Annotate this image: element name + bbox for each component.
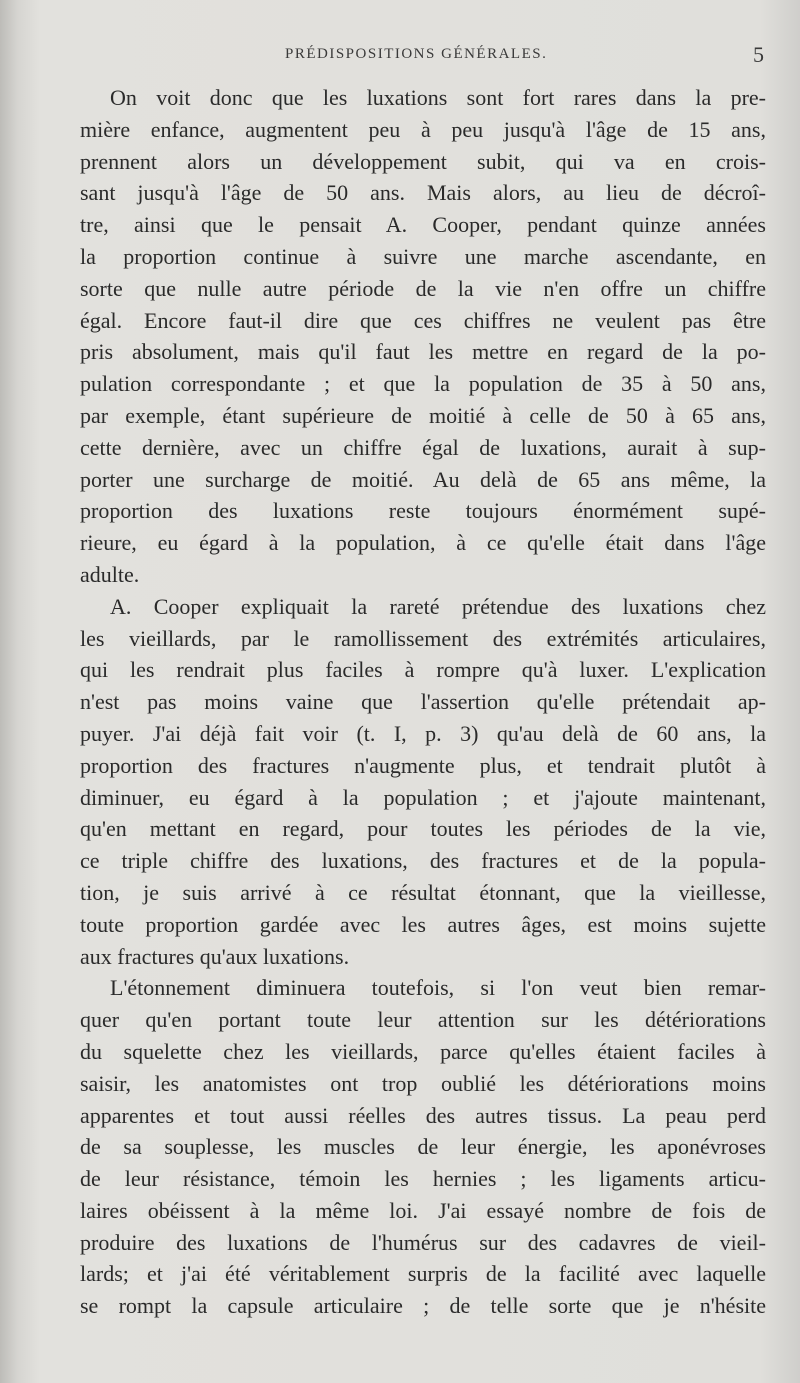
text-line: pulation correspondante ; et que la population de 35 à 50 ans,	[80, 371, 766, 397]
text-line: toute proportion gardée avec les autres âges, est moins sujette	[80, 911, 766, 937]
text-line: puyer. J'ai déjà fait voir (t. I, p. 3) qu'au delà de 60 ans, la	[80, 720, 766, 746]
text-line: proportion des luxations reste toujours énormément supé-	[80, 498, 766, 524]
paragraph-2	[80, 591, 766, 973]
text-line: tion, je suis arrivé à ce résultat étonnant, que la vieillesse,	[80, 879, 766, 905]
text-line: du squelette chez les vieillards, parce qu'elles étaient faciles à	[80, 1038, 766, 1064]
text-line: se rompt la capsule articulaire ; de telle sorte que je n'hésite	[80, 1293, 766, 1319]
text-line: égal. Encore faut-il dire que ces chiffres ne veulent pas être	[80, 307, 766, 333]
text-line: pris absolument, mais qu'il faut les mettre en regard de la po-	[80, 339, 766, 365]
text-line: saisir, les anatomistes ont trop oublié les détériorations moins	[80, 1070, 766, 1096]
text-line: sant jusqu'à l'âge de 50 ans. Mais alors, au lieu de décroî-	[80, 180, 766, 206]
running-title: PRÉDISPOSITIONS GÉNÉRALES.	[285, 46, 548, 62]
text-line: par exemple, étant supérieure de moitié à celle de 50 à 65 ans,	[80, 402, 766, 428]
text-line: prennent alors un développement subit, qui va en crois-	[80, 148, 766, 174]
text-line: tre, ainsi que le pensait A. Cooper, pendant quinze années	[80, 212, 766, 238]
text-line: de sa souplesse, les muscles de leur énergie, les aponévroses	[80, 1134, 766, 1160]
text-line: ce triple chiffre des luxations, des fractures et de la popula-	[80, 848, 766, 874]
text-line: qui les rendrait plus faciles à rompre qu'à luxer. L'explication	[80, 657, 766, 683]
paragraph-1	[80, 82, 766, 591]
text-line: produire des luxations de l'humérus sur des cadavres de vieil-	[80, 1229, 766, 1255]
text-line: aux fractures qu'aux luxations.	[80, 943, 350, 969]
text-line: rieure, eu égard à la population, à ce qu'elle était dans l'âge	[80, 530, 766, 556]
text-line: apparentes et tout aussi réelles des autres tissus. La peau perd	[80, 1102, 766, 1128]
text-line: proportion des fractures n'augmente plus, et tendrait plutôt à	[80, 752, 766, 778]
text-line: adulte.	[80, 561, 140, 587]
page-header	[80, 42, 764, 72]
text-line: laires obéissent à la même loi. J'ai essayé nombre de fois de	[80, 1197, 766, 1223]
text-line: A. Cooper expliquait la rareté prétendue des luxations chez	[110, 593, 766, 619]
text-line: sorte que nulle autre période de la vie n'en offre un chiffre	[80, 275, 766, 301]
text-line: mière enfance, augmentent peu à peu jusqu'à l'âge de 15 ans,	[80, 116, 766, 142]
paragraph-3	[80, 972, 766, 1322]
text-line: les vieillards, par le ramollissement des extrémités articulaires,	[80, 625, 766, 651]
text-line: la proportion continue à suivre une marche ascendante, en	[80, 243, 766, 269]
text-line: n'est pas moins vaine que l'assertion qu'elle prétendait ap-	[80, 689, 766, 715]
page-number: 5	[753, 42, 764, 67]
body-text	[80, 82, 766, 1322]
text-line: On voit donc que les luxations sont fort rares dans la pre-	[110, 85, 766, 110]
text-line: L'étonnement diminuera toutefois, si l'on veut bien remar-	[110, 975, 766, 1001]
text-line: cette dernière, avec un chiffre égal de luxations, aurait à sup-	[80, 434, 766, 460]
text-line: porter une surcharge de moitié. Au delà de 65 ans même, la	[80, 466, 766, 492]
text-line: lards; et j'ai été véritablement surpris de la facilité avec laquelle	[80, 1261, 766, 1287]
text-line: diminuer, eu égard à la population ; et j'ajoute maintenant,	[80, 784, 766, 810]
text-line: de leur résistance, témoin les hernies ; les ligaments articu-	[80, 1166, 766, 1192]
text-line: qu'en mettant en regard, pour toutes les périodes de la vie,	[80, 816, 766, 842]
text-line: quer qu'en portant toute leur attention sur les détériorations	[80, 1007, 766, 1033]
